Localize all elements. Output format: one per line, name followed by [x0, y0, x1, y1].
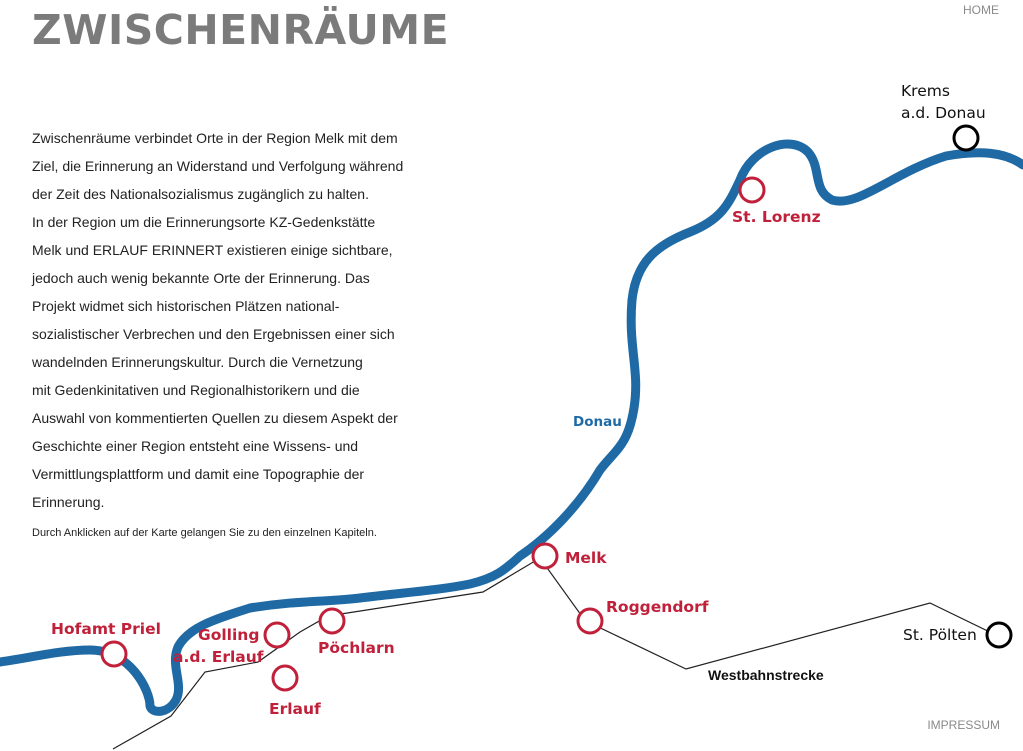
- place-marker-icon[interactable]: [273, 666, 297, 690]
- place-poechlarn[interactable]: [318, 609, 395, 657]
- intro-line: Projekt widmet sich historischen Plätzen national-: [32, 298, 340, 314]
- place-label[interactable]: Golling: [198, 626, 260, 644]
- place-label[interactable]: a.d. Erlauf: [173, 648, 264, 666]
- river-label: Donau: [573, 414, 622, 430]
- place-roggendorf[interactable]: [578, 598, 709, 633]
- place-erlauf[interactable]: [269, 666, 321, 718]
- place-label[interactable]: Pöchlarn: [318, 639, 395, 657]
- place-marker-icon[interactable]: [102, 642, 126, 666]
- city-marker-icon[interactable]: [954, 126, 978, 150]
- city-label: Krems: [901, 82, 950, 100]
- city-marker-icon[interactable]: [987, 623, 1011, 647]
- place-melk[interactable]: [533, 544, 607, 568]
- place-label[interactable]: Melk: [565, 549, 607, 567]
- intro-line: In der Region um die Erinnerungsorte KZ-Gedenkstätte: [32, 214, 376, 230]
- intro-line: jedoch auch wenig bekannte Orte der Erinnerung. Das: [32, 270, 370, 286]
- city-label: a.d. Donau: [901, 104, 986, 122]
- place-st-lorenz[interactable]: [732, 178, 821, 226]
- place-marker-icon[interactable]: [533, 544, 557, 568]
- place-label[interactable]: Roggendorf: [606, 598, 709, 616]
- home-link[interactable]: HOME: [963, 3, 999, 17]
- place-marker-icon[interactable]: [265, 623, 289, 647]
- railway-label: Westbahnstrecke: [708, 667, 824, 683]
- city-st-poelten[interactable]: [903, 623, 1011, 647]
- city-label: St. Pölten: [903, 626, 977, 644]
- place-label[interactable]: St. Lorenz: [732, 208, 821, 226]
- page-title: ZWISCHENRÄUME: [32, 6, 450, 54]
- intro-line: Ziel, die Erinnerung an Widerstand und Verfolgung während: [32, 158, 404, 174]
- place-marker-icon[interactable]: [320, 609, 344, 633]
- intro-line: Melk und ERLAUF ERINNERT existieren einige sichtbare,: [32, 242, 393, 258]
- place-marker-icon[interactable]: [578, 609, 602, 633]
- intro-line: Vermittlungsplattform und damit eine Topographie der: [32, 466, 365, 482]
- intro-line: wandelnden Erinnerungskultur. Durch die Vernetzung: [32, 354, 363, 370]
- intro-line: Erinnerung.: [32, 494, 105, 510]
- place-label[interactable]: Erlauf: [269, 700, 321, 718]
- intro-line: Auswahl von kommentierten Quellen zu diesem Aspekt der: [32, 410, 398, 426]
- intro-line: der Zeit des Nationalsozialismus zugänglich zu halten.: [32, 186, 369, 202]
- map-hint: Durch Anklicken auf der Karte gelangen Sie zu den einzelnen Kapiteln.: [32, 527, 377, 539]
- intro-line: mit Gedenkinitativen und Regionalhistorikern und die: [32, 382, 360, 398]
- impressum-link[interactable]: IMPRESSUM: [927, 718, 1000, 732]
- intro-line: Geschichte einer Region entsteht eine Wissens- und: [32, 438, 359, 454]
- intro-line: Zwischenräume verbindet Orte in der Region Melk mit dem: [32, 130, 398, 146]
- city-krems[interactable]: [901, 82, 986, 150]
- place-hofamt-priel[interactable]: [51, 620, 161, 666]
- place-label[interactable]: Hofamt Priel: [51, 620, 161, 638]
- place-marker-icon[interactable]: [740, 178, 764, 202]
- intro-line: sozialistischer Verbrechen und den Ergebnissen einer sich: [32, 326, 395, 342]
